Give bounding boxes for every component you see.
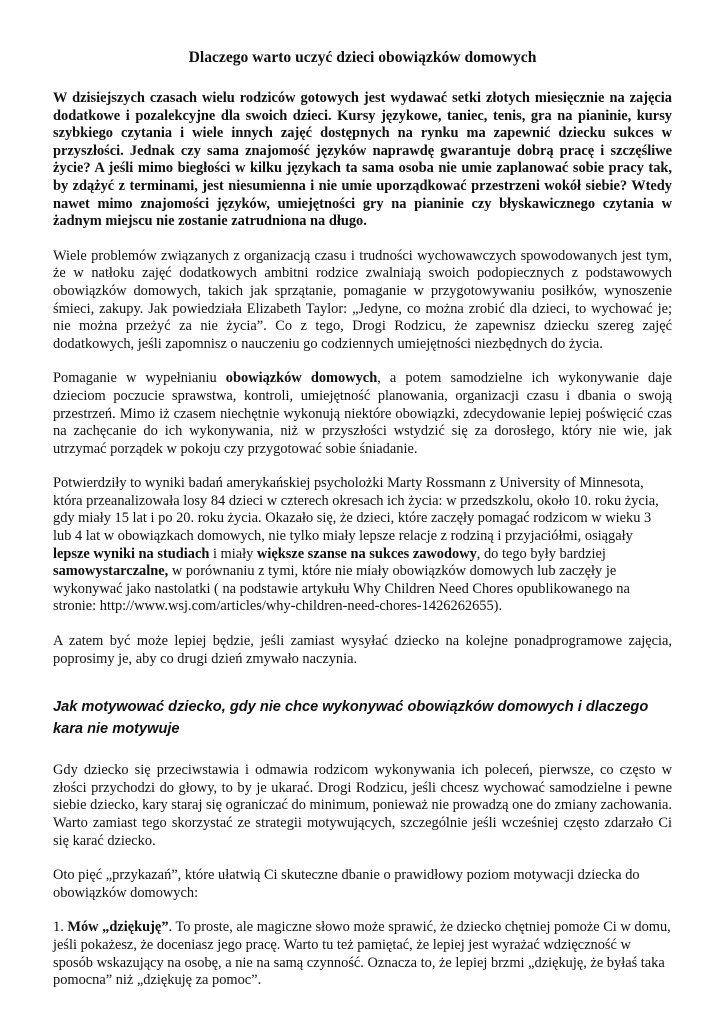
section-heading: Jak motywować dziecko, gdy nie chce wykonywać obowiązków domowych i dlaczego kara nie motywuje	[53, 699, 649, 738]
paragraph-3-bold-b: lepsze wyniki na studiach	[53, 545, 210, 562]
paragraph-4: A zatem być może lepiej będzie, jeśli zamiast wysyłać dziecko na kolejne ponadprogramowe zajęcia, poprosimy je, aby co drugi dzień zmywało naczynia.	[53, 633, 672, 667]
paragraph-1: Wiele problemów związanych z organizacją czasu i trudności wychowawczych spowodowanych jest tym, że w natłoku zajęć dodatkowych ambitni rodzice zwalniają swoich podopiecznych z podstawowych obowiązków domowych, takich jak sprzątanie, pomaganie w przygotowywaniu posiłków, wynoszenie śmieci, zakupy. Jak powiedziała Elizabeth Taylor: „Jedyne, co można zrobić dla dzieci, to wychować je; nie można przeżyć za nie życia”. Co z tego, Drogi Rodzicu, że zapewnisz dziecku szereg zajęć dodatkowych, jeśli zapomnisz o nauczeniu go codziennych umiejętności niezbędnych do życia.	[53, 247, 672, 352]
paragraph-6: Oto pięć „przykazań”, które ułatwią Ci skuteczne dbanie o prawidłowy poziom motywacji dziecka do obowiązków domowych:	[53, 867, 640, 901]
paragraph-2-bold: obowiązków domowych	[225, 370, 378, 387]
paragraph-3-text-a: Potwierdziły to wyniki badań amerykańskiej psycholożki Marty Rossmann z University of Minnesota, która przeanalizowała losy 84 dzieci w czterech okresach ich życia: w przedszkolu, około 10. roku życia, gdy miały 15 lat i po 20. roku życia. Okazało się, że dzieci, które zaczęły pomagać rodzicom w wieku 3 lub 4 lat w obowiązkach domowych, nie tylko miały lepsze relacje z rodziną i przyjaciółmi, osiągały	[53, 475, 659, 545]
paragraph-7-bold: Mów „dziękuję”	[67, 919, 169, 936]
paragraph-3-text-g: w porównaniu z tymi, które nie miały obowiązków domowych lub zaczęły je wykonywać jako nastolatki ( na podstawie artykułu Why Children Need Chores opublikowanego na stronie: http://www.wsj.com/articles/why-children-need-chores-1426262655).	[53, 563, 630, 615]
paragraph-7-text: . To proste, ale magiczne słowo może sprawić, że dziecko chętniej pomoże Ci w domu, jeśli pokażesz, że doceniasz jego pracę. Warto tu też pamiętać, że lepiej jest wyrażać wdzięczność w sposób wskazujący na osobę, a nie na samą czynność. Oznacza to, że lepiej brzmi „dziękuję, że byłaś taka pomocna” niż „dziękuję za pomoc”.	[53, 919, 671, 989]
page-title: Dlaczego warto uczyć dzieci obowiązków domowych	[188, 49, 537, 66]
paragraph-3-text-e: , do tego były bardziej	[476, 545, 606, 562]
paragraph-2-text-c: , a potem samodzielne ich wykonywanie daje dzieciom poczucie sprawstwa, kontroli, umiejętność planowania, organizacji czasu i dbania o swoją przestrzeń. Mimo iż czasem niechętnie wykonują niektóre obowiązki, zdecydowanie lepiej poświęcić czas na zachęcanie do ich wykonywania, niż w przyszłości wstydzić się za dorosłego, który nie wie, jak utrzymać porządek w pokoju czy przygotować sobie śniadanie.	[53, 370, 672, 457]
paragraph-2-text-a: Pomaganie w wypełnianiu	[53, 370, 226, 387]
paragraph-3	[53, 475, 672, 616]
paragraph-3-text-c: i miały	[209, 545, 257, 562]
paragraph-3-bold-d: większe szanse na sukces zawodowy	[256, 545, 477, 562]
paragraph-2	[53, 370, 672, 458]
paragraph-7	[53, 919, 672, 989]
paragraph-3-bold-f: samowystarczalne,	[53, 563, 169, 580]
lead-paragraph: W dzisiejszych czasach wielu rodziców gotowych jest wydawać setki złotych miesięcznie na zajęcia dodatkowe i pozalekcyjne dla swoich dzieci. Kursy językowe, taniec, tenis, gra na pianinie, kursy szybkiego czytania i wiele innych zajęć dostępnych na rynku ma zapewnić dziecku sukces w przyszłości. Jednak czy sama znajomość języków naprawdę gwarantuje dobrą pracę i szczęśliwe życie? A jeśli mimo biegłości w kilku językach ta sama osoba nie umie zaplanować sobie pracy tak, by zdążyć z terminami, jest niesumienna i nie umie uporządkować przestrzeni wokół siebie? Wtedy nawet mimo znajomości języków, umiejętności gry na pianinie czy błyskawicznego czytania w żadnym miejscu nie zostanie zatrudniona na długo.	[53, 90, 672, 230]
list-number: 1.	[53, 919, 68, 936]
paragraph-5: Gdy dziecko się przeciwstawia i odmawia rodzicom wykonywania ich poleceń, pierwsze, co często w złości przychodzi do głowy, to by je ukarać. Drogi Rodzicu, jeśli chcesz wychować samodzielne i pewne siebie dziecko, kary staraj się ograniczać do minimum, ponieważ nie prowadzą one do zmiany zachowania. Warto zamiast tego skorzystać ze strategii motywujących, szczególnie jeśli wcześniej często zdarzało Ci się karać dziecko.	[53, 762, 672, 849]
